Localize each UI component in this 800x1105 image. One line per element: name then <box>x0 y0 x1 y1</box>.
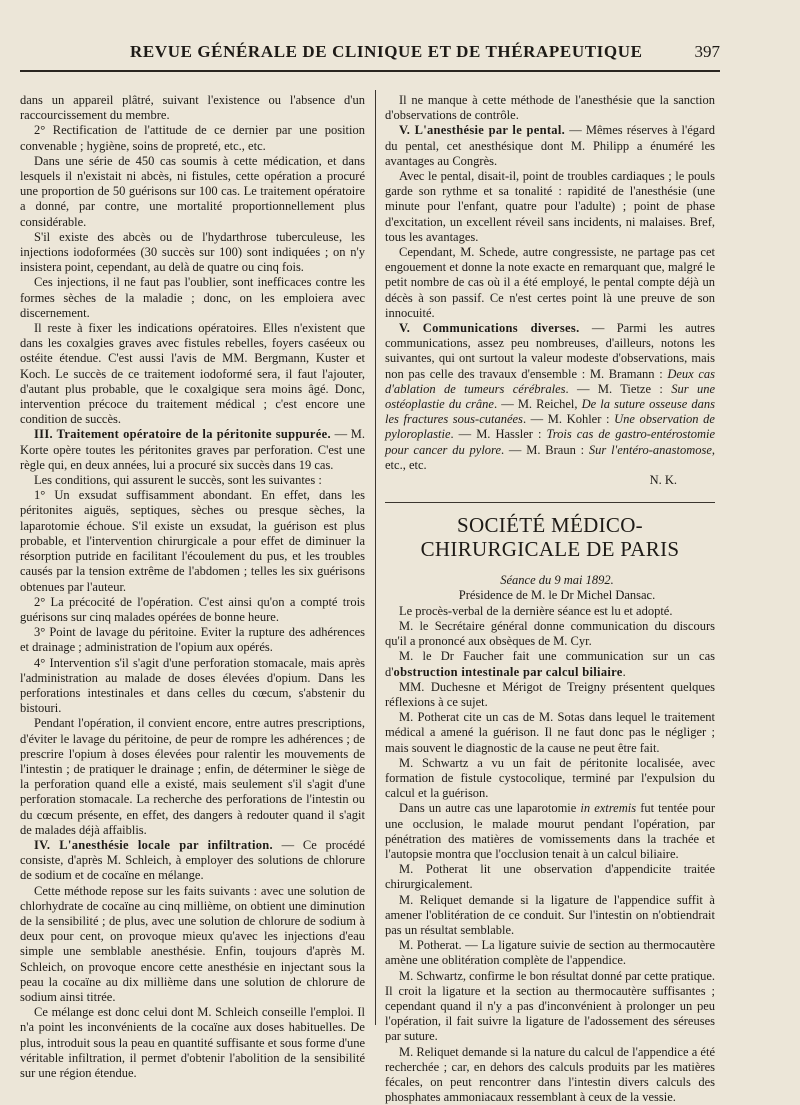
paragraph: Avec le pental, disait-il, point de troubles cardiaques ; le pouls garde son rythme et sa tonalité : rapidité de l'anesthésie (une minute pour l'enfant, quatre pour l'adulte) ; point de phase d'excitation, un excellent réveil sans incidents, ni malaises. Bref, tous les avantages. <box>385 169 715 244</box>
paragraph: M. Schwartz, confirme le bon résultat donné par cette pratique. Il croit la ligature et la section au thermocautère suffisantes ; cependant quand il n'y a pas d'inconvénient à prolonger un peu l'opération, il fait suivre la ligature de l'adossement des séreuses par suture. <box>385 968 715 1044</box>
section-text: — M. Korte opère toutes les péritonites graves par perforation. C'est une règle qui, en deux années, lui a procuré six succès dans 19 cas. <box>20 427 365 472</box>
paragraph-text: . <box>622 664 626 679</box>
session-date: Séance du 9 mai 1892. <box>500 573 614 588</box>
section-text: . — M. Braun : <box>501 442 589 457</box>
page-header <box>20 40 720 70</box>
section-text: . — M. Tietze : <box>565 381 672 396</box>
society-title: SOCIÉTÉ MÉDICO-CHIRURGICALE DE PARIS <box>420 513 680 562</box>
latin-term: in extremis <box>580 801 637 816</box>
cited-title: Sur une ostéoplastie du crâne <box>385 381 715 412</box>
right-column <box>385 93 715 1105</box>
paragraph: M. le Secrétaire général donne communication du discours qu'il a prononcé aux obsèques de M. Cyr. <box>385 618 715 649</box>
paragraph: M. Reliquet demande si la ligature de l'appendice suffit à amener l'oblitération de ce conduit. Sur l'intestin on n'obtiendrait pas un résultat semblable. <box>385 892 715 937</box>
paragraph-text: fut tentée pour une occlusion, le malade mourut pendant l'opération, par pénétration des matières de vomissements dans la trachée et l'autopsie montra que l'occlusion tenait à un calcul biliaire. <box>385 801 716 861</box>
paragraph: Il ne manque à cette méthode de l'anesthésie que la sanction d'observations de contrôle. <box>385 93 715 123</box>
communication-topic: obstruction intestinale par calcul biliaire <box>393 664 623 679</box>
column-divider <box>375 90 376 1025</box>
paragraph: 4° Intervention s'il s'agit d'une perforation stomacale, mais après l'administration au malade de doses élevées d'opium. Dans les perforations intestinales et dans celles du cœcum, s'abstenir du bistouri. <box>20 655 365 716</box>
section-heading: III. Traitement opératoire de la péritonite suppurée. <box>34 427 331 442</box>
presidency-line: Présidence de M. le Dr Michel Dansac. <box>458 588 656 603</box>
paragraph: M. Potherat. — La ligature suivie de section au thermocautère amène une oblitération complète de l'appendice. <box>385 938 715 968</box>
running-title: REVUE GÉNÉRALE DE CLINIQUE ET DE THÉRAPEUTIQUE <box>130 42 643 61</box>
paragraph: M. Schwartz a vu un fait de péritonite localisée, avec formation de fistule cystocolique, terminé par l'expulsion du calcul et la guérison. <box>385 755 715 801</box>
paragraph: M. Potherat cite un cas de M. Sotas dans lequel le traitement médical a amené la guérison. Il ne faut donc pas le négliger ; mais souvent le diagnostic de la cause ne peut être fait. <box>385 710 715 755</box>
paragraph <box>385 649 715 679</box>
section-text: . — M. Hassler : <box>450 427 547 442</box>
paragraph: Ce mélange est donc celui dont M. Schleich conseille l'emploi. Il n'a point les inconvénients de la cocaïne aux doses habituelles. De plus, introduit sous la peau en quantité suffisante et sous forme d'une véritable infiltration, il permet d'obtenir l'abolition de la sensibilité sur une région étendue. <box>20 1005 365 1080</box>
paragraph: Les conditions, qui assurent le succès, sont les suivantes : <box>34 473 322 488</box>
section-separator <box>385 502 715 503</box>
paragraph: Cette méthode repose sur les faits suivants : avec une solution de chlorhydrate de cocaïne au cinq millième, on obtient une diminution de la sensibilité ; de plus, avec une solution de chlorure de sodium à deux pour cent, on provoque mieux qu'avec les injections d'eau simple une semblable anesthésie. Enfin, toujours d'après M. Schleich, on provoque encore cette anesthésie en injectant sous la peau la cocaïne au dix millième dans une solution de chlorure de sodium ainsi titrée. <box>20 883 365 1004</box>
section-text: — Ce procédé consiste, d'après M. Schleich, à employer des solutions de chlorure de sodium et de cocaïne en mélange. <box>20 837 365 883</box>
section-paragraph <box>385 321 715 473</box>
paragraph: dans un appareil plâtré, suivant l'existence ou l'absence d'un raccourcissement du membre. <box>20 93 365 123</box>
author-signature: N. K. <box>649 473 677 488</box>
paragraph: 2° Rectification de l'attitude de ce dernier par une position convenable ; hygiène, soins de propreté, etc., etc. <box>20 123 365 153</box>
cited-title: Sur l'entéro-anastomose <box>588 442 712 457</box>
paragraph: Ces injections, il ne faut pas l'oublier, sont inefficaces contre les formes sèches de la maladie ; donc, on les emploiera avec discernement. <box>20 275 365 320</box>
paragraph: Il reste à fixer les indications opératoires. Elles n'existent que dans les coxalgies graves avec fistules rebelles, foyers caséeux ou ostéite étendue. C'est aussi l'avis de MM. Bergmann, Kuster et Koch. Le succès de ce traitement iodoformé sera, il faut l'ajouter, d'autant plus probable, que le coxalgique sera moins âgé. Donc, intervention précoce du traitement médical ; c'est encore une condition de succès. <box>20 321 365 427</box>
paragraph: MM. Duchesne et Mérigot de Treigny présentent quelques réflexions à ce sujet. <box>385 679 715 709</box>
paragraph: Pendant l'opération, il convient encore, entre autres prescriptions, d'éviter le lavage du péritoine, de peur de rompre les adhérences ; de prescrire l'opium à doses élevées pour ralentir les mouvements de l'intestin ; de pratiquer le drainage ; enfin, de déterminer le siège de la perforation quand elle a existé, mais seulement s'il s'agit d'une perforation stomacale. La recherche des perforations de l'intestin ou du cœcum présente, en effet, des dangers à redouter quand il s'agit de malades déjà affaiblis. <box>20 716 365 837</box>
cited-title: Une observation de pyloroplastie <box>385 412 715 442</box>
paragraph: M. Potherat lit une observation d'appendicite traitée chirurgicalement. <box>385 862 715 892</box>
section-text: , etc., etc. <box>385 442 716 472</box>
section-paragraph <box>20 838 365 884</box>
page-number: 397 <box>694 42 720 61</box>
paragraph-text: Dans un autre cas une laparotomie <box>399 801 581 816</box>
cited-title: Trois cas de gastro-entérostomie pour cancer du pylore <box>385 427 716 457</box>
paragraph: 3° Point de lavage du péritoine. Eviter la rupture des adhérences et drainage ; administration de l'opium aux opérés. <box>20 625 365 655</box>
section-text: . — M. Kohler : <box>522 412 615 427</box>
paragraph: Cependant, M. Schede, autre congressiste, ne partage pas cet engouement et donne la note exacte en remarquant que, malgré le petit nombre de cas où il a été employé, le pental compte déjà un décès à son passif. Ce n'est certes point là une preuve de son innocuité. <box>385 245 715 320</box>
paragraph: 2° La précocité de l'opération. C'est ainsi qu'on a compté trois guérisons sur cinq malades opérées de bonne heure. <box>20 594 365 624</box>
header-rule <box>20 70 720 72</box>
section-text: — Parmi les autres communications, assez peu nombreuses, d'ailleurs, notons les suivantes, qui ont surtout la valeur modeste d'observations, mais non pas celle des travaux d'ensemble : M. Bramann : <box>385 321 716 381</box>
cited-title: Deux cas d'ablation de tumeurs cérébrales <box>385 366 715 396</box>
section-heading: IV. L'anesthésie locale par infiltration. <box>34 837 273 852</box>
paragraph: M. Reliquet demande si la nature du calcul de l'appendice a été recherchée ; car, en dehors des calculs produits par les matières fécales, on peut rencontrer dans l'intestin divers calculs des phosphates ammoniacaux ressemblant à ceux de la vessie. <box>385 1044 715 1105</box>
section-text: — Mêmes réserves à l'égard du pental, cet anesthésique dont M. Philipp a énuméré les avantages au Congrès. <box>385 123 716 168</box>
section-paragraph <box>385 123 715 169</box>
section-heading: V. L'anesthésie par le pental. <box>399 123 566 138</box>
paragraph: Le procès-verbal de la dernière séance est lu et adopté. <box>399 603 673 618</box>
paragraph: S'il existe des abcès ou de l'hydarthrose tuberculeuse, les injections iodoformées (30 succès sur 100) sont indiquées ; on n'y insistera point, cependant, au delà de quatre ou cinq fois. <box>20 229 365 275</box>
paragraph: 1° Un exsudat suffisamment abondant. En effet, dans les péritonites aiguës, septiques, sèches ou presque sèches, la laparotomie échoue. S'il existe un exsudat, la guérison est plus probable, et l'intervention chirurgicale a pour effet de diminuer la résorption putride en facilitant l'écoulement du pus, et les troubles causés par la tension extrême de l'abdomen ; telles les six guérisons obtenues par l'auteur. <box>20 488 365 594</box>
left-column <box>20 93 365 1081</box>
paragraph <box>385 801 715 862</box>
section-heading: V. Communications diverses. <box>399 321 580 336</box>
section-text: . — M. Reichel, <box>493 397 582 412</box>
paragraph: Dans une série de 450 cas soumis à cette médication, et dans lesquels il n'existait ni abcès, ni fistules, cette opération a procuré une proportion de 50 guérisons sur 100 cas. Le traitement opératoire a donné, par contre, une mortalité proportionnellement plus considérable. <box>20 153 365 229</box>
cited-title: De la suture osseuse dans les fractures sous-cutanées <box>385 397 715 427</box>
paragraph-text: M. le Dr Faucher fait une communication sur un cas d' <box>385 649 715 679</box>
section-paragraph <box>20 427 365 473</box>
